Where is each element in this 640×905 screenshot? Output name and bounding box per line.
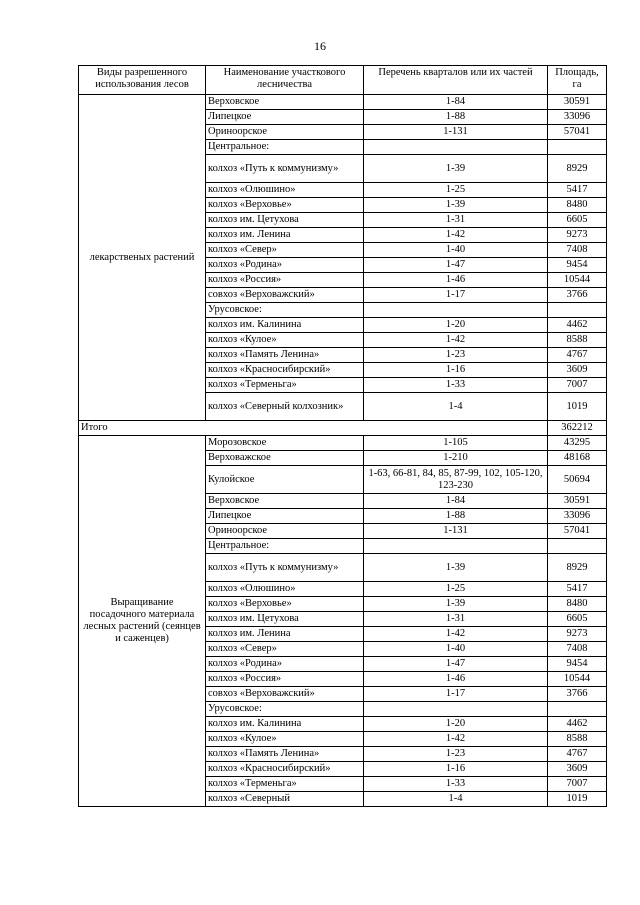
forestry-name-cell: Верховажское	[206, 451, 364, 466]
quarters-cell: 1-4	[364, 393, 548, 421]
quarters-cell: 1-47	[364, 258, 548, 273]
forestry-name-cell: колхоз «Красносибирский»	[206, 363, 364, 378]
forestry-name-cell: колхоз «Север»	[206, 642, 364, 657]
forestry-name-cell: колхоз «Россия»	[206, 672, 364, 687]
area-cell: 1019	[548, 792, 607, 807]
area-cell: 4767	[548, 747, 607, 762]
area-cell: 6605	[548, 612, 607, 627]
quarters-cell: 1-17	[364, 687, 548, 702]
area-cell: 8480	[548, 597, 607, 612]
forestry-name-cell: Липецкое	[206, 509, 364, 524]
quarters-cell: 1-17	[364, 288, 548, 303]
page-number: 16	[314, 39, 326, 53]
area-cell	[548, 702, 607, 717]
forestry-name-cell: Кулойское	[206, 466, 364, 494]
area-cell: 7007	[548, 378, 607, 393]
quarters-cell	[364, 702, 548, 717]
area-cell: 8929	[548, 554, 607, 582]
area-cell: 8588	[548, 333, 607, 348]
quarters-cell: 1-4	[364, 792, 548, 807]
quarters-cell: 1-33	[364, 378, 548, 393]
area-cell: 9273	[548, 627, 607, 642]
area-cell: 10544	[548, 672, 607, 687]
forestry-name-cell: Урусовское:	[206, 702, 364, 717]
area-cell: 9273	[548, 228, 607, 243]
quarters-cell: 1-40	[364, 243, 548, 258]
forestry-name-cell: колхоз «Путь к коммунизму»	[206, 155, 364, 183]
forestry-name-cell: колхоз «Родина»	[206, 657, 364, 672]
forestry-name-cell: колхоз «Память Ленина»	[206, 348, 364, 363]
total-row	[79, 421, 607, 436]
quarters-cell: 1-39	[364, 155, 548, 183]
table-row	[79, 436, 607, 451]
forestry-name-cell: колхоз «Олюшино»	[206, 582, 364, 597]
quarters-cell: 1-23	[364, 747, 548, 762]
area-cell: 4767	[548, 348, 607, 363]
quarters-cell: 1-210	[364, 451, 548, 466]
area-cell: 7408	[548, 243, 607, 258]
forestry-name-cell: колхоз «Кулое»	[206, 333, 364, 348]
quarters-cell: 1-16	[364, 762, 548, 777]
total-area-cell: 362212	[548, 421, 607, 436]
forestry-name-cell: колхоз «Красносибирский»	[206, 762, 364, 777]
forestry-name-cell: Ориноорское	[206, 524, 364, 539]
area-cell: 3766	[548, 687, 607, 702]
quarters-cell: 1-84	[364, 95, 548, 110]
quarters-cell: 1-131	[364, 524, 548, 539]
area-cell: 9454	[548, 258, 607, 273]
area-cell: 3609	[548, 363, 607, 378]
area-cell: 5417	[548, 582, 607, 597]
area-cell: 33096	[548, 110, 607, 125]
quarters-cell: 1-39	[364, 597, 548, 612]
area-cell: 50694	[548, 466, 607, 494]
forestry-name-cell: Верховское	[206, 494, 364, 509]
area-cell: 33096	[548, 509, 607, 524]
forestry-name-cell: колхоз «Кулое»	[206, 732, 364, 747]
table-row	[79, 95, 607, 110]
quarters-cell: 1-47	[364, 657, 548, 672]
forestry-name-cell: колхоз «Терменьга»	[206, 378, 364, 393]
area-cell: 3609	[548, 762, 607, 777]
forestry-name-cell: колхоз им. Цетухова	[206, 213, 364, 228]
forestry-name-cell: колхоз «Верховье»	[206, 198, 364, 213]
forestry-name-cell: колхоз «Верховье»	[206, 597, 364, 612]
forestry-name-cell: колхоз «Северный	[206, 792, 364, 807]
quarters-cell: 1-25	[364, 183, 548, 198]
area-cell: 5417	[548, 183, 607, 198]
use-kind-cell: Выращивание посадочного материала лесных растений (сеянцев и саженцев)	[79, 436, 206, 807]
forestry-name-cell: Центральное:	[206, 140, 364, 155]
quarters-cell: 1-46	[364, 672, 548, 687]
area-cell: 9454	[548, 657, 607, 672]
area-cell: 6605	[548, 213, 607, 228]
forestry-name-cell: Центральное:	[206, 539, 364, 554]
area-cell: 43295	[548, 436, 607, 451]
forestry-name-cell: колхоз «Терменьга»	[206, 777, 364, 792]
area-cell: 7007	[548, 777, 607, 792]
forestry-name-cell: колхоз «Север»	[206, 243, 364, 258]
quarters-cell: 1-23	[364, 348, 548, 363]
area-cell: 30591	[548, 494, 607, 509]
header-quarters: Перечень кварталов или их частей	[364, 66, 548, 95]
forestry-name-cell: колхоз «Родина»	[206, 258, 364, 273]
quarters-cell: 1-42	[364, 228, 548, 243]
use-kind-cell: лекарственых растений	[79, 95, 206, 421]
quarters-cell: 1-46	[364, 273, 548, 288]
quarters-cell: 1-42	[364, 333, 548, 348]
forestry-name-cell: Урусовское:	[206, 303, 364, 318]
quarters-cell: 1-16	[364, 363, 548, 378]
forestry-name-cell: Морозовское	[206, 436, 364, 451]
forestry-name-cell: Ориноорское	[206, 125, 364, 140]
forestry-name-cell: колхоз «Олюшино»	[206, 183, 364, 198]
area-cell: 4462	[548, 717, 607, 732]
area-cell: 10544	[548, 273, 607, 288]
forestry-name-cell: колхоз «Россия»	[206, 273, 364, 288]
quarters-cell: 1-63, 66-81, 84, 85, 87-99, 102, 105-120, 123-230	[364, 466, 548, 494]
forestry-name-cell: совхоз «Верховажский»	[206, 687, 364, 702]
forestry-name-cell: колхоз «Память Ленина»	[206, 747, 364, 762]
quarters-cell: 1-42	[364, 732, 548, 747]
quarters-cell: 1-40	[364, 642, 548, 657]
quarters-cell	[364, 539, 548, 554]
quarters-cell: 1-105	[364, 436, 548, 451]
area-cell: 30591	[548, 95, 607, 110]
area-cell	[548, 539, 607, 554]
forestry-name-cell: колхоз им. Калинина	[206, 318, 364, 333]
forestry-name-cell: Липецкое	[206, 110, 364, 125]
area-cell: 3766	[548, 288, 607, 303]
area-cell: 7408	[548, 642, 607, 657]
area-cell: 57041	[548, 125, 607, 140]
forestry-name-cell: колхоз им. Ленина	[206, 627, 364, 642]
forestry-name-cell: колхоз им. Калинина	[206, 717, 364, 732]
quarters-cell: 1-39	[364, 198, 548, 213]
header-row	[79, 66, 607, 95]
area-cell: 57041	[548, 524, 607, 539]
quarters-cell	[364, 140, 548, 155]
forestry-name-cell: Верховское	[206, 95, 364, 110]
header-forestry: Наименование участкового лесничества	[206, 66, 364, 95]
quarters-cell: 1-31	[364, 612, 548, 627]
area-cell: 8480	[548, 198, 607, 213]
area-cell	[548, 303, 607, 318]
header-area: Площадь, га	[548, 66, 607, 95]
quarters-cell: 1-88	[364, 110, 548, 125]
quarters-cell: 1-39	[364, 554, 548, 582]
area-cell: 8588	[548, 732, 607, 747]
table-body	[79, 66, 607, 807]
forestry-name-cell: колхоз им. Ленина	[206, 228, 364, 243]
forestry-name-cell: колхоз «Северный колхозник»	[206, 393, 364, 421]
quarters-cell: 1-20	[364, 717, 548, 732]
forestry-name-cell: колхоз им. Цетухова	[206, 612, 364, 627]
quarters-cell: 1-31	[364, 213, 548, 228]
quarters-cell	[364, 303, 548, 318]
area-cell: 8929	[548, 155, 607, 183]
header-kind: Виды разрешенного использования лесов	[79, 66, 206, 95]
area-cell: 48168	[548, 451, 607, 466]
quarters-cell: 1-33	[364, 777, 548, 792]
quarters-cell: 1-20	[364, 318, 548, 333]
forestry-name-cell: совхоз «Верховажский»	[206, 288, 364, 303]
area-cell: 4462	[548, 318, 607, 333]
area-cell: 1019	[548, 393, 607, 421]
area-cell	[548, 140, 607, 155]
quarters-cell: 1-25	[364, 582, 548, 597]
quarters-cell: 1-42	[364, 627, 548, 642]
quarters-cell: 1-131	[364, 125, 548, 140]
forestry-name-cell: колхоз «Путь к коммунизму»	[206, 554, 364, 582]
quarters-cell: 1-88	[364, 509, 548, 524]
total-label: Итого	[79, 421, 548, 436]
forest-use-table	[78, 65, 607, 807]
quarters-cell: 1-84	[364, 494, 548, 509]
